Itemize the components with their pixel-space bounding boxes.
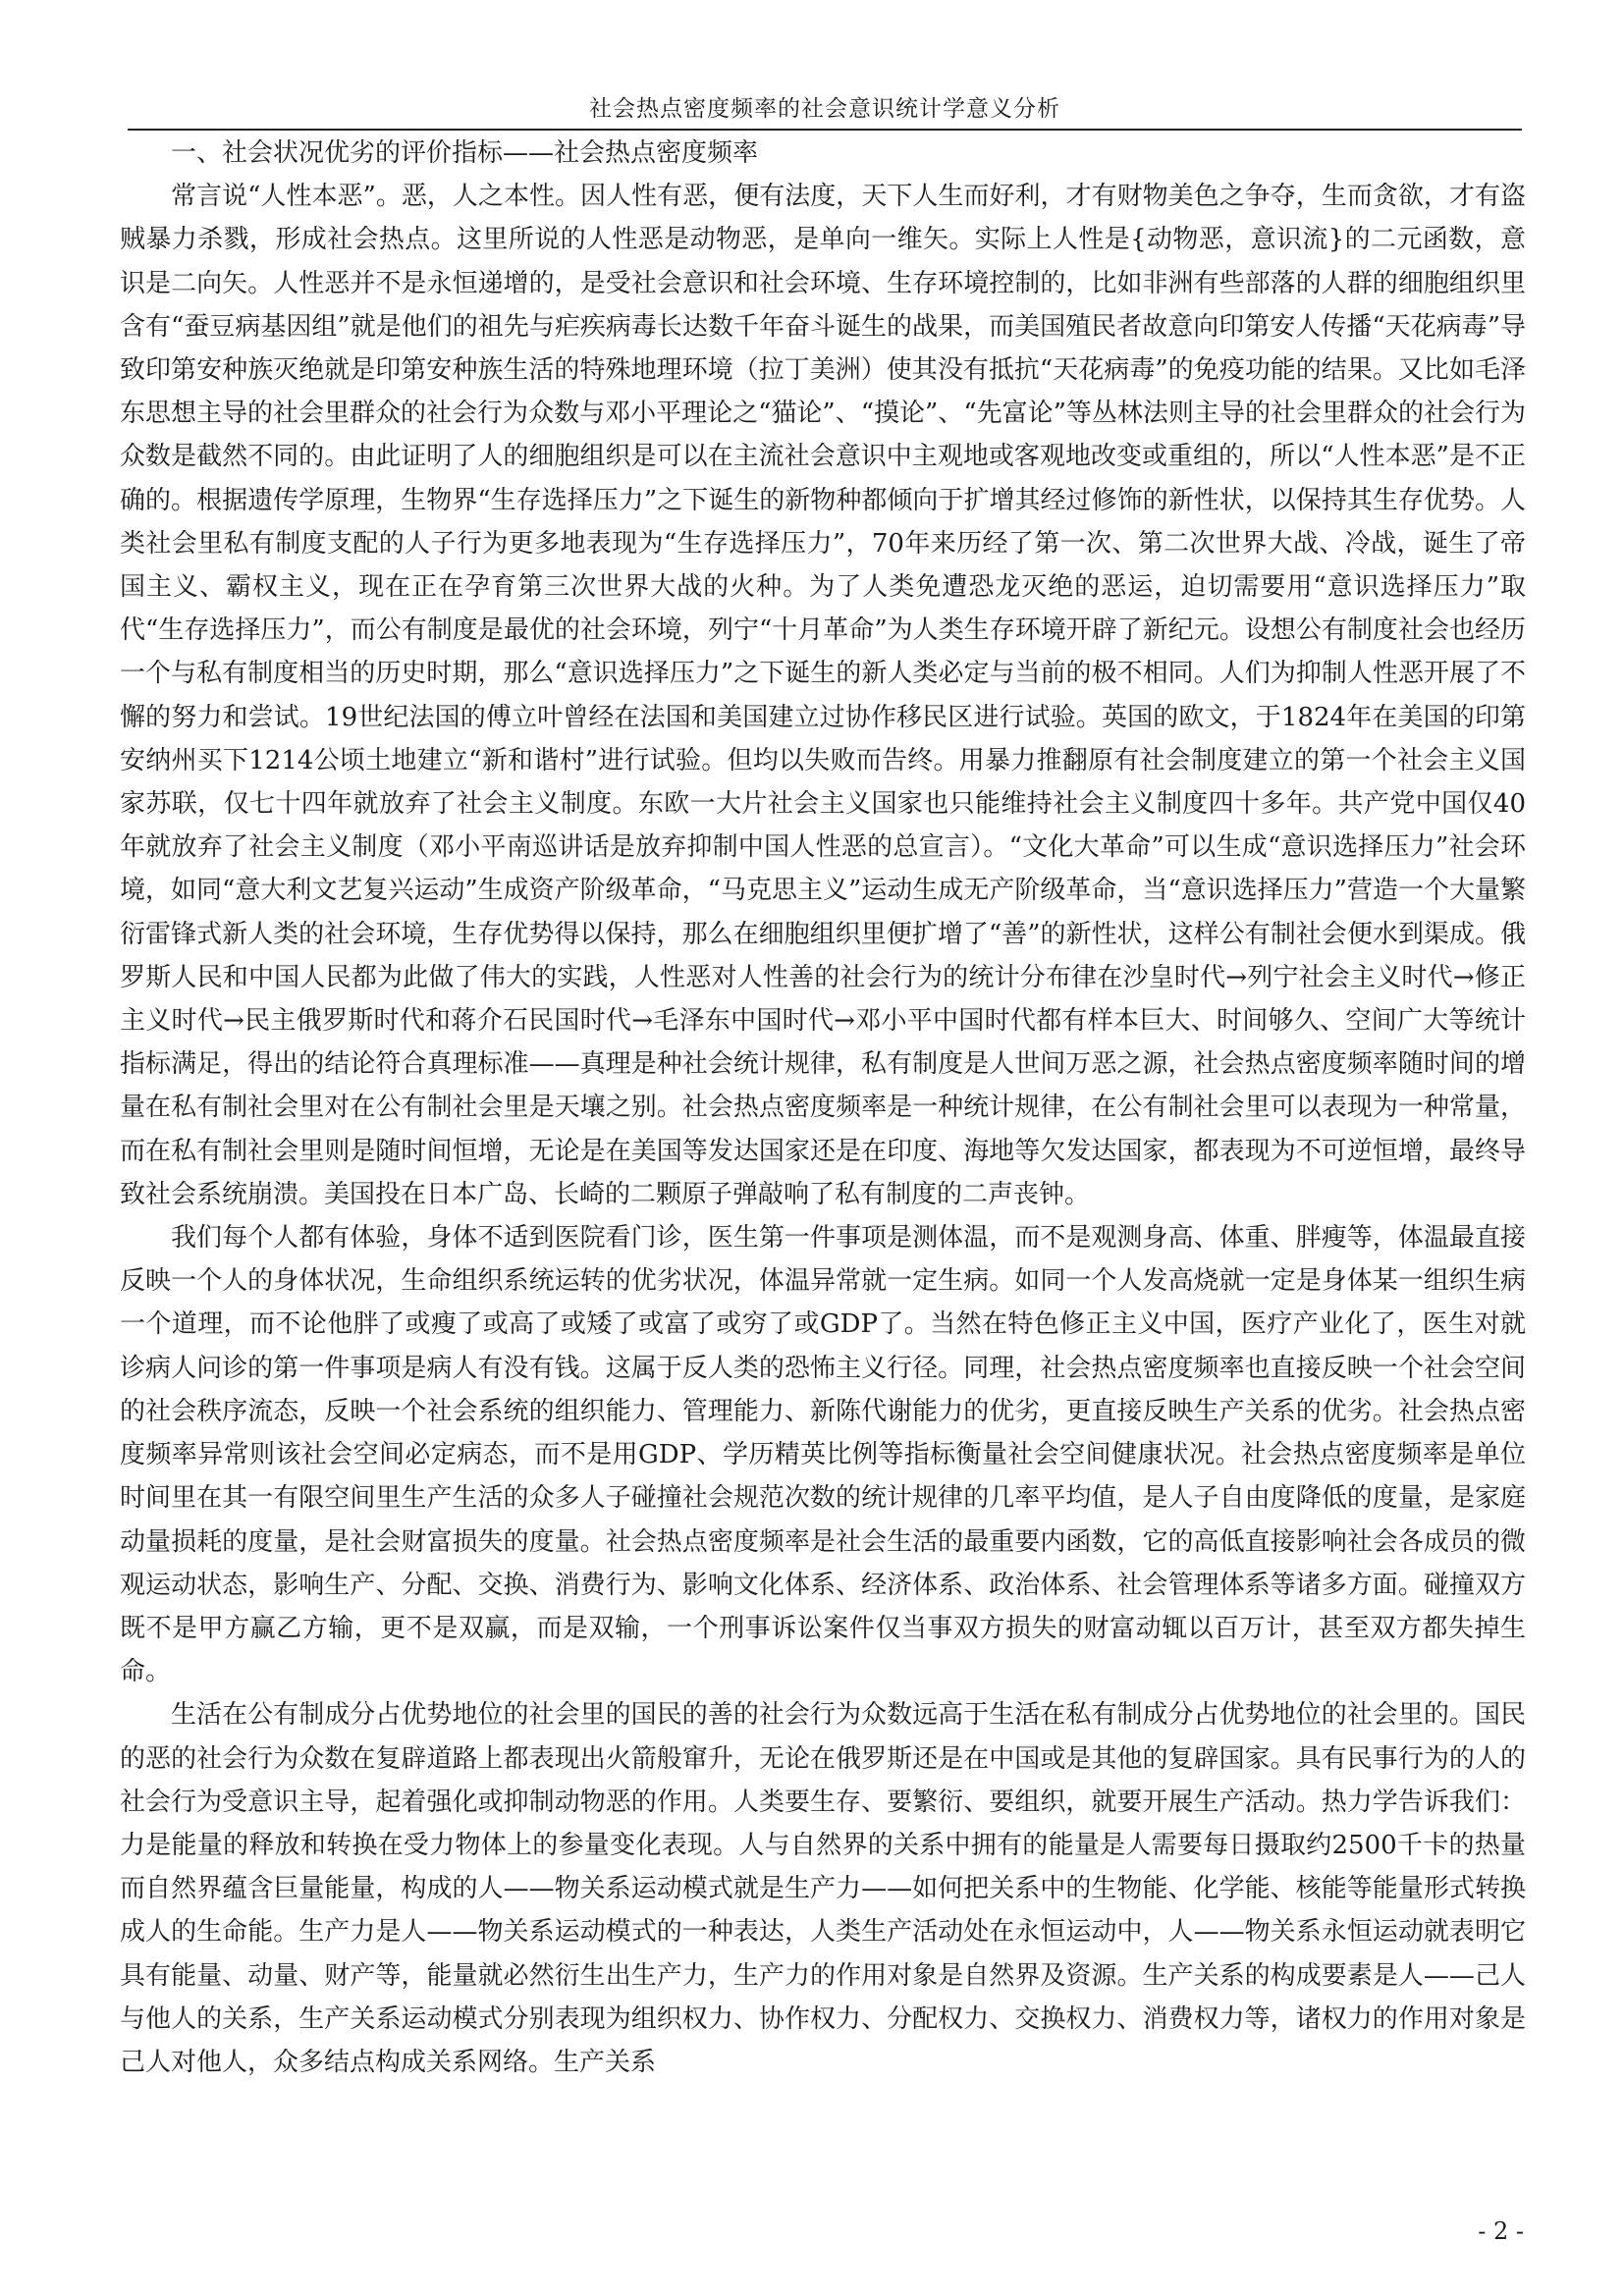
- body-paragraph-2: 我们每个人都有体验，身体不适到医院看门诊，医生第一件事项是测体温，而不是观测身高、体重、胖瘦等，体温最直接反映一个人的身体状况，生命组织系统运转的优劣状况，体温异常就一定生病。如同一个人发高烧就一定是身体某一组织生病一个道理，而不论他胖了或瘦了或高了或矮了或富了或穷了或GDP了。当然在特色修正主义中国，医疗产业化了，医生对就诊病人问诊的第一件事项是病人有没有钱。这属于反人类的恐怖主义行径。同理，社会热点密度频率也直接反映一个社会空间的社会秩序流态，反映一个社会系统的组织能力、管理能力、新陈代谢能力的优劣，更直接反映生产关系的优劣。社会热点密度频率异常则该社会空间必定病态，而不是用GDP、学历精英比例等指标衡量社会空间健康状况。社会热点密度频率是单位时间里在其一有限空间里生产生活的众多人子碰撞社会规范次数的统计规律的几率平均值，是人子自由度降低的度量，是家庭动量损耗的度量，是社会财富损失的度量。社会热点密度频率是社会生活的最重要内函数，它的高低直接影响社会各成员的微观运动状态，影响生产、分配、交换、消费行为、影响文化体系、经济体系、政治体系、社会管理体系等诸多方面。碰撞双方既不是甲方赢乙方输，更不是双赢，而是双输，一个刑事诉讼案件仅当事双方损失的财富动辄以百万计，甚至双方都失掉生命。: [120, 1223, 1526, 1687]
- body-paragraph-3: 生活在公有制成分占优势地位的社会里的国民的善的社会行为众数远高于生活在私有制成分占优势地位的社会里的。国民的恶的社会行为众数在复辟道路上都表现出火箭般窜升，无论在俄罗斯还是在中国或是其他的复辟国家。具有民事行为的人的社会行为受意识主导，起着强化或抑制动物恶的作用。人类要生存、要繁衍、要组织，就要开展生产活动。热力学告诉我们：力是能量的释放和转换在受力物体上的参量变化表现。人与自然界的关系中拥有的能量是人需要每日摄取约2500千卡的热量而自然界蕴含巨量能量，构成的人——物关系运动模式就是生产力——如何把关系中的生物能、化学能、核能等能量形式转换成人的生命能。生产力是人——物关系运动模式的一种表达，人类生产活动处在永恒运动中，人——物关系永恒运动就表明它具有能量、动量、财产等，能量就必然衍生出生产力，生产力的作用对象是自然界及资源。生产关系的构成要素是人——己人与他人的关系，生产关系运动模式分别表现为组织权力、协作权力、分配权力、交换权力、消费权力等，诸权力的作用对象是己人对他人，众多结点构成关系网络。生产关系: [120, 1700, 1526, 2077]
- header-divider: [128, 129, 1522, 131]
- page-number: - 2 -: [1478, 2217, 1524, 2245]
- section-heading: 一、社会状况优劣的评价指标——社会热点密度频率: [171, 138, 759, 168]
- running-header: 社会热点密度频率的社会意识统计学意义分析: [589, 96, 1060, 122]
- body-paragraph-1: 常言说“人性本恶”。恶，人之本性。因人性有恶，便有法度，天下人生而好利，才有财物美色之争夺，生而贪欲，才有盗贼暴力杀戮，形成社会热点。这里所说的人性恶是动物恶，是单向一维矢。实际上人性是{动物恶，意识流}的二元函数，意识是二向矢。人性恶并不是永恒递增的，是受社会意识和社会环境、生存环境控制的，比如非洲有些部落的人群的细胞组织里含有“蚕豆病基因组”就是他们的祖先与疟疾病毒长达数千年奋斗诞生的战果，而美国殖民者故意向印第安人传播“天花病毒”导致印第安种族灭绝就是印第安种族生活的特殊地理环境（拉丁美洲）使其没有抵抗“天花病毒”的免疫功能的结果。又比如毛泽东思想主导的社会里群众的社会行为众数与邓小平理论之“猫论”、“摸论”、“先富论”等丛林法则主导的社会里群众的社会行为众数是截然不同的。由此证明了人的细胞组织是可以在主流社会意识中主观地或客观地改变或重组的，所以“人性本恶”是不正确的。根据遗传学原理，生物界“生存选择压力”之下诞生的新物种都倾向于扩增其经过修饰的新性状，以保持其生存优势。人类社会里私有制度支配的人子行为更多地表现为“生存选择压力”，70年来历经了第一次、第二次世界大战、冷战，诞生了帝国主义、霸权主义，现在正在孕育第三次世界大战的火种。为了人类免遭恐龙灭绝的恶运，迫切需要用“意识选择压力”取代“生存选择压力”，而公有制度是最优的社会环境，列宁“十月革命”为人类生存环境开辟了新纪元。设想公有制度社会也经历一个与私有制度相当的历史时期，那么“意识选择压力”之下诞生的新人类必定与当前的极不相同。人们为抑制人性恶开展了不懈的努力和尝试。19世纪法国的傅立叶曾经在法国和美国建立过协作移民区进行试验。英国的欧文，于1824年在美国的印第安纳州买下1214公顷土地建立“新和谐村”进行试验。但均以失败而告终。用暴力推翻原有社会制度建立的第一个社会主义国家苏联，仅七十四年就放弃了社会主义制度。东欧一大片社会主义国家也只能维持社会主义制度四十多年。共产党中国仅40年就放弃了社会主义制度（邓小平南巡讲话是放弃抑制中国人性恶的总宣言）。“文化大革命”可以生成“意识选择压力”社会环境，如同“意大利文艺复兴运动”生成资产阶级革命，“马克思主义”运动生成无产阶级革命，当“意识选择压力”营造一个大量繁衍雷锋式新人类的社会环境，生存优势得以保持，那么在细胞组织里便扩增了“善”的新性状，这样公有制社会便水到渠成。俄罗斯人民和中国人民都为此做了伟大的实践，人性恶对人性善的社会行为的统计分布律在沙皇时代→列宁社会主义时代→修正主义时代→民主俄罗斯时代和蒋介石民国时代→毛泽东中国时代→邓小平中国时代都有样本巨大、时间够久、空间广大等统计指标满足，得出的结论符合真理标准——真理是种社会统计规律，私有制度是人世间万恶之源，社会热点密度频率随时间的增量在私有制社会里对在公有制社会里是天壤之别。社会热点密度频率是一种统计规律，在公有制社会里可以表现为一种常量，而在私有制社会里则是随时间恒增，无论是在美国等发达国家还是在印度、海地等欠发达国家，都表现为不可逆恒增，最终导致社会系统崩溃。美国投在日本广岛、长崎的二颗原子弹敲响了私有制度的二声丧钟。: [120, 182, 1526, 1209]
- document-body: [120, 132, 1526, 2084]
